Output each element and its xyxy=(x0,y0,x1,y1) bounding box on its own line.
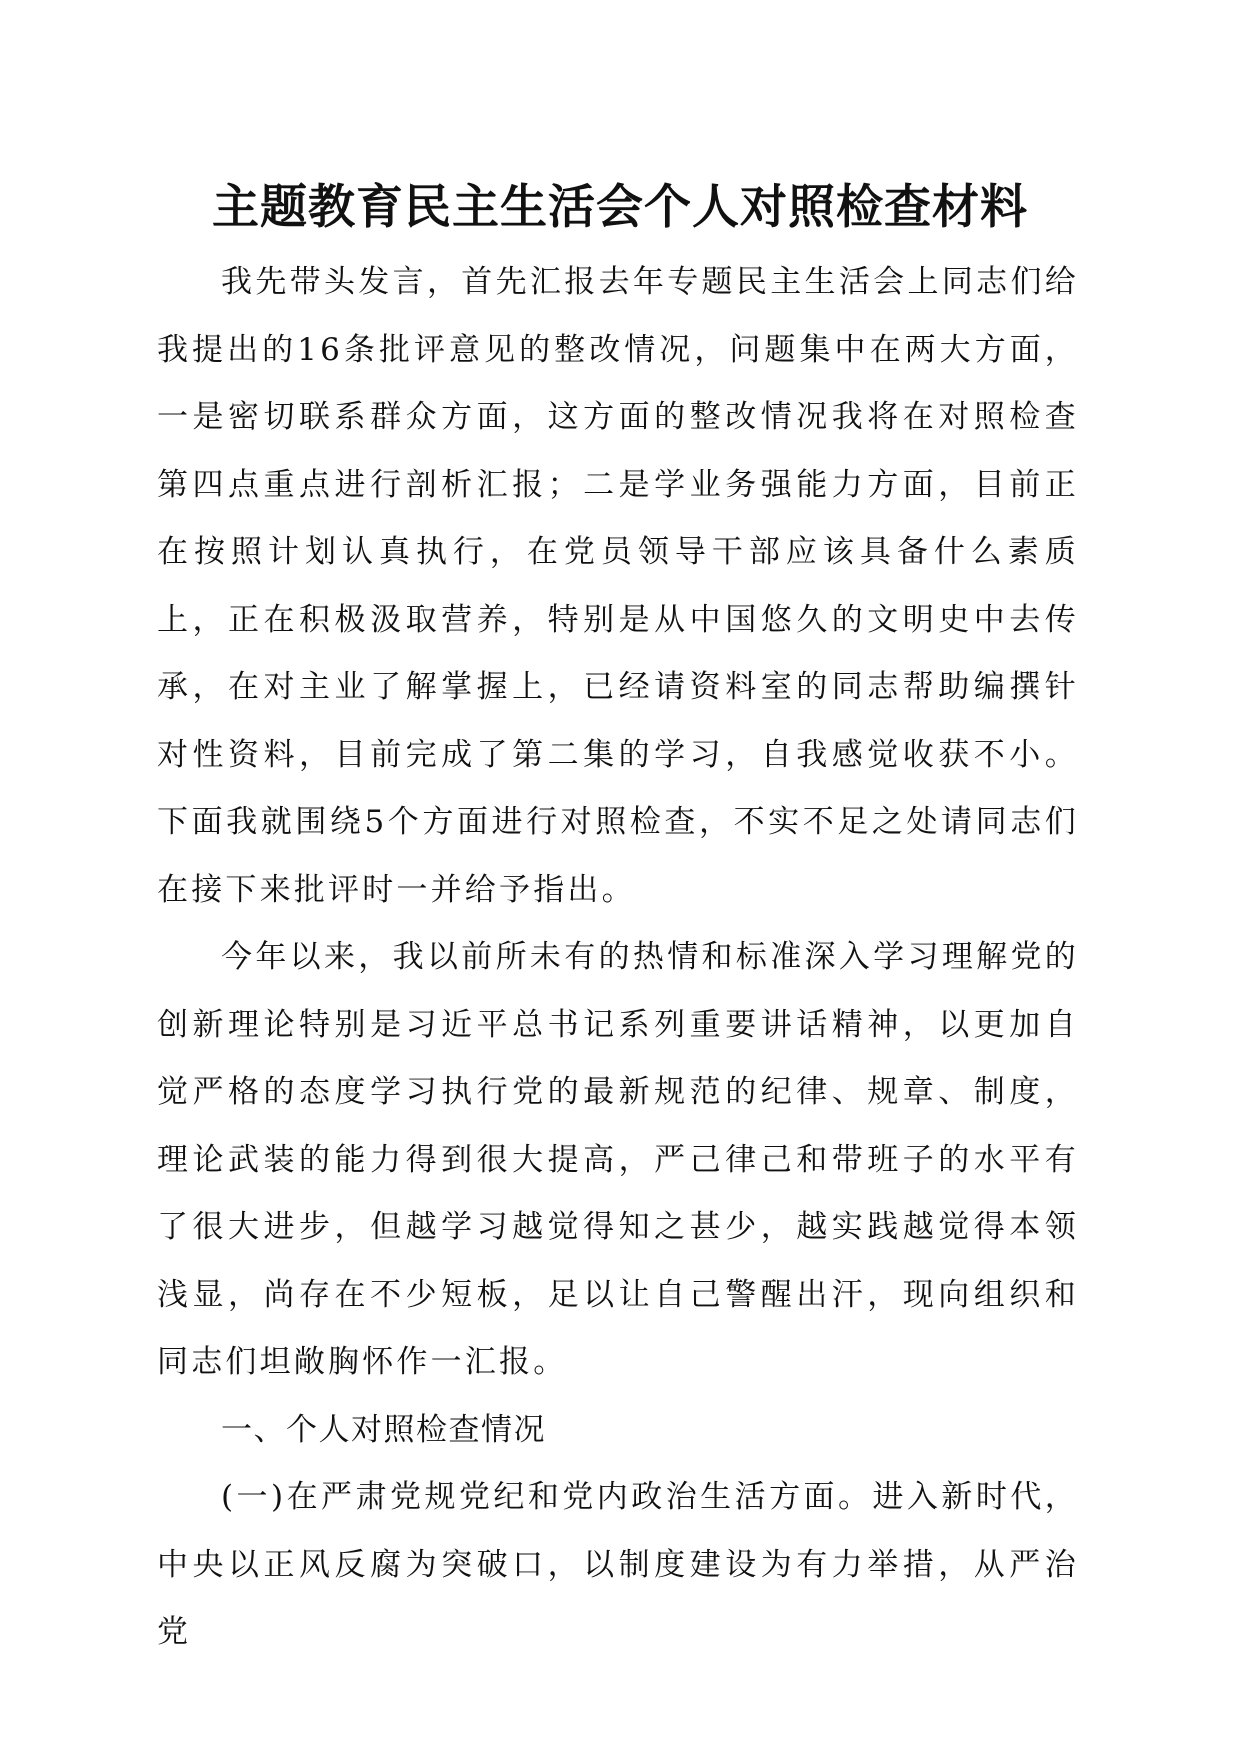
section-paragraph: (一)在严肃党规党纪和党内政治生活方面。进入新时代，中央以正风反腐为突破口，以制度建设为有力举措，从严治党 xyxy=(157,1479,1079,1650)
intro-paragraph: 我先带头发言，首先汇报去年专题民主生活会上同志们给我提出的16条批评意见的整改情况，问题集中在两大方面，一是密切联系群众方面，这方面的整改情况我将在对照检查第四点重点进行剖析汇报；二是学业务强能力方面，目前正在按照计划认真执行，在党员领导干部应该具备什么素质上，正在积极汲取营养，特别是从中国悠久的文明史中去传承，在对主业了解掌握上，已经请资料室的同志帮助编撰针对性资料，目前完成了第二集的学习，自我感觉收获不小。下面我就围绕5个方面进行对照检查，不实不足之处请同志们在接下来批评时一并给予指出。 xyxy=(157,264,1079,908)
summary-paragraph: 今年以来，我以前所未有的热情和标准深入学习理解党的创新理论特别是习近平总书记系列重要讲话精神，以更加自觉严格的态度学习执行党的最新规范的纪律、规章、制度，理论武装的能力得到很大提高，严己律己和带班子的水平有了很大进步，但越学习越觉得知之甚少，越实践越觉得本领浅显，尚存在不少短板，足以让自己警醒出汗，现向组织和同志们坦敞胸怀作一汇报。 xyxy=(157,939,1079,1380)
document-body xyxy=(157,249,1079,1667)
section-heading: 一、个人对照检查情况 xyxy=(221,1411,546,1448)
document-title: 主题教育民主生活会个人对照检查材料 xyxy=(212,180,1028,235)
